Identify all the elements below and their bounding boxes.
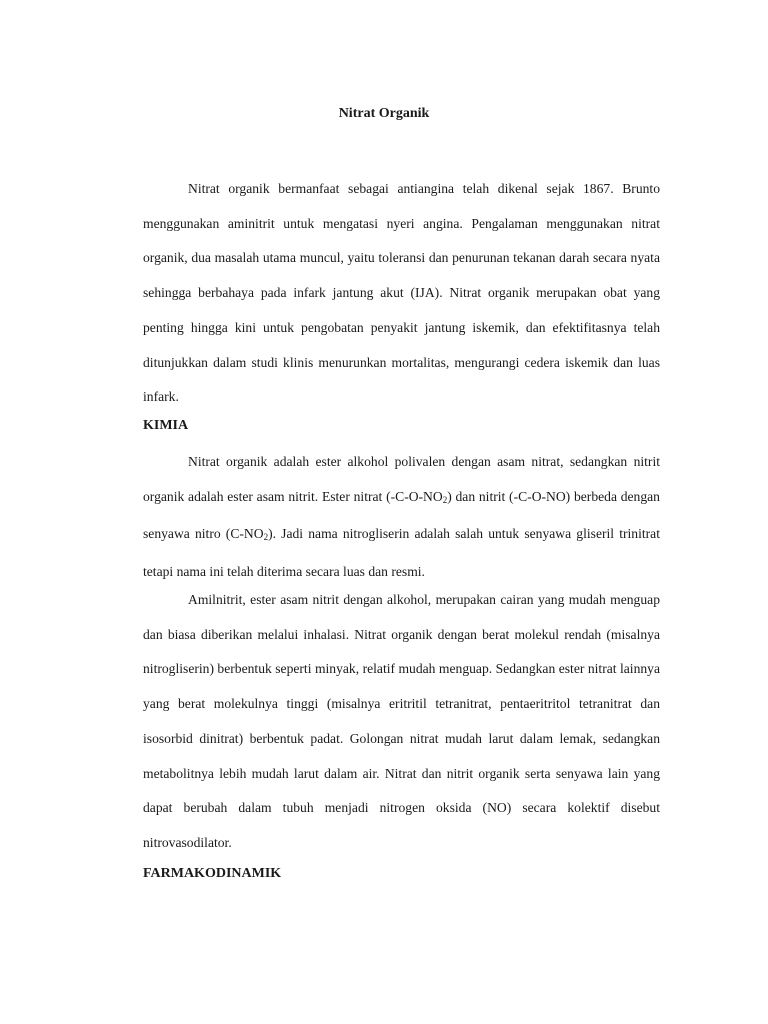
section-heading-farmakodinamik: FARMAKODINAMIK	[143, 866, 282, 881]
document-title: Nitrat Organik	[338, 106, 430, 121]
kimia-p1-text-a: Nitrat organik adalah ester alkohol polivalen dengan asam nitrat, sedangkan nitrit organik adalah ester asam nitrit. Ester nitrat (-C-O-NO	[143, 454, 660, 504]
kimia-p1-text-c: ). Jadi nama nitrogliserin adalah salah untuk senyawa gliseril trinitrat tetapi nama ini telah diterima secara luas dan resmi.	[143, 526, 660, 580]
intro-paragraph: Nitrat organik bermanfaat sebagai antiangina telah dikenal sejak 1867. Brunto menggunakan aminitrit untuk mengatasi nyeri angina. Pengalaman menggunakan nitrat organik, dua masalah utama muncul, yaitu toleransi dan penurunan tekanan darah secara nyata sehingga berbahaya pada infark jantung akut (IJA). Nitrat organik merupakan obat yang penting hingga kini untuk pengobatan penyakit jantung iskemik, dan efektifitasnya telah ditunjukkan dalam studi klinis menurunkan mortalitas, mengurangi cedera iskemik dan luas infark.	[143, 181, 660, 405]
kimia-p1-subscript-b: 2	[263, 532, 269, 543]
kimia-p1-subscript-a: 2	[442, 494, 448, 505]
kimia-paragraph-2: Amilnitrit, ester asam nitrit dengan alkohol, merupakan cairan yang mudah menguap dan biasa diberikan melalui inhalasi. Nitrat organik dengan berat molekul rendah (misalnya nitrogliserin) berbentuk seperti minyak, relatif mudah menguap. Sedangkan ester nitrat lainnya yang berat molekulnya tinggi (misalnya eritritil tetranitrat, pentaeritritol tetranitrat dan isosorbid dinitrat) berbentuk padat. Golongan nitrat mudah larut dalam lemak, sedangkan metabolitnya lebih mudah larut dalam air. Nitrat dan nitrit organik serta senyawa lain yang dapat berubah dalam tubuh menjadi nitrogen oksida (NO) secara kolektif disebut nitrovasodilator.	[143, 592, 660, 850]
kimia-p1-text-b: ) dan nitrit (-C-O-NO) berbeda dengan senyawa nitro (C-NO	[143, 488, 660, 542]
section-heading-kimia: KIMIA	[143, 418, 189, 433]
kimia-paragraph-1	[143, 445, 660, 590]
